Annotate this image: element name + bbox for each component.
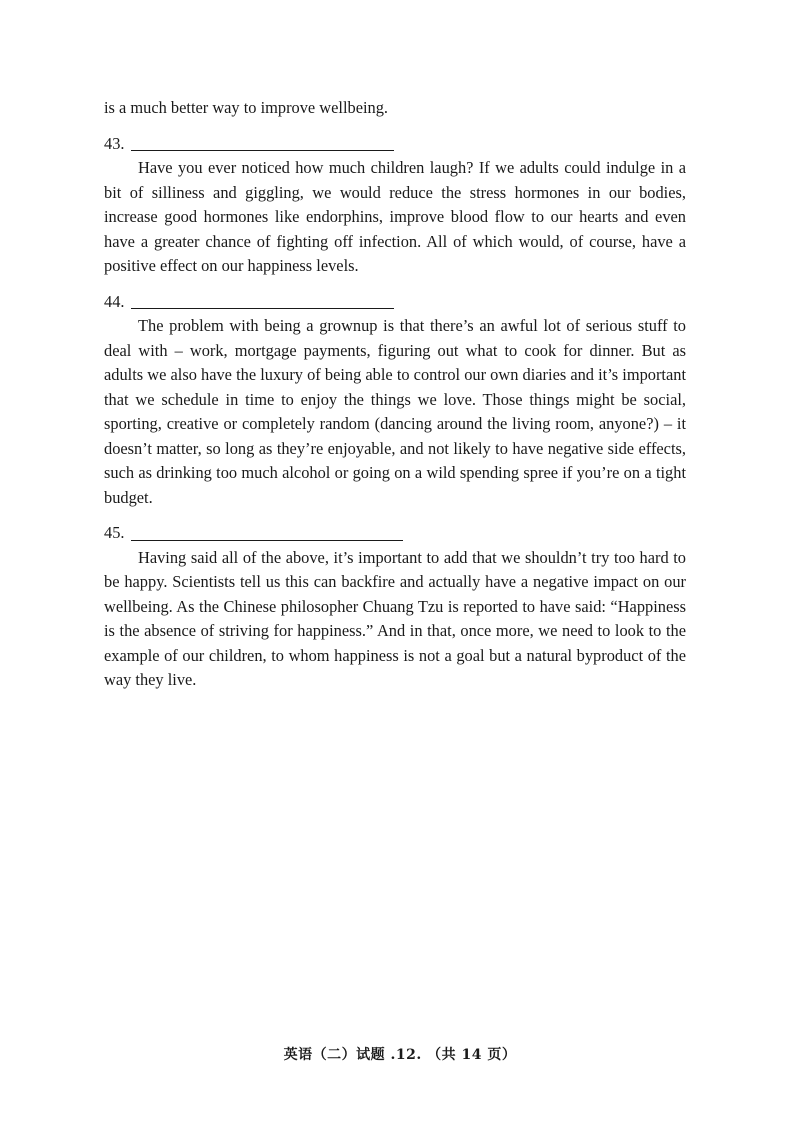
- page-footer: 英语（二）试题 .12. （共 14 页）: [283, 1047, 517, 1063]
- question-43-answer-blank[interactable]: [131, 133, 394, 151]
- question-43-paragraph: Have you ever noticed how much children laugh? If we adults could indulge in a bit of silliness and giggling, we would reduce the stress hormones in our bodies, increase good hormones like endorphins, improve blood flow to our hearts and even have a greater chance of fighting off infection. All of which would, of course, have a positive effect on our happiness levels.: [104, 158, 686, 275]
- question-45-number: 45.: [104, 523, 125, 542]
- question-44-answer-blank[interactable]: [131, 291, 394, 309]
- question-45-line: [104, 521, 686, 546]
- lead-line: is a much better way to improve wellbeing.: [104, 98, 389, 117]
- question-44-number: 44.: [104, 291, 125, 311]
- question-44-line: [104, 290, 686, 315]
- question-43-number: 43.: [104, 133, 125, 153]
- question-45-paragraph: Having said all of the above, it’s important to add that we shouldn’t try too hard to be happy. Scientists tell us this can backfire and actually have a negative impact on our wellbeing. As the Chinese philosopher Chuang Tzu is reported to have said: “Happiness is the absence of striving for happiness.” And in that, once more, we need to look to the example of our children, to whom happiness is not a goal but a natural byproduct of the way they live.: [104, 547, 686, 689]
- document-body: [104, 96, 686, 693]
- question-45-answer-blank[interactable]: [131, 523, 403, 541]
- question-44-paragraph: The problem with being a grownup is that there’s an awful lot of serious stuff to deal with – work, mortgage payments, figuring out what to cook for dinner. But as adults we also have the luxury of being able to control our own diaries and it’s important that we schedule in time to enjoy the things we love. Those things might be social, sporting, creative or completely random (dancing around the living room, anyone?) – it doesn’t matter, so long as they’re enjoyable, and not likely to have negative side effects, such as drinking too much alcohol or going on a wild spending spree if you’re on a tight budget.: [104, 316, 686, 507]
- question-43-line: [104, 132, 686, 157]
